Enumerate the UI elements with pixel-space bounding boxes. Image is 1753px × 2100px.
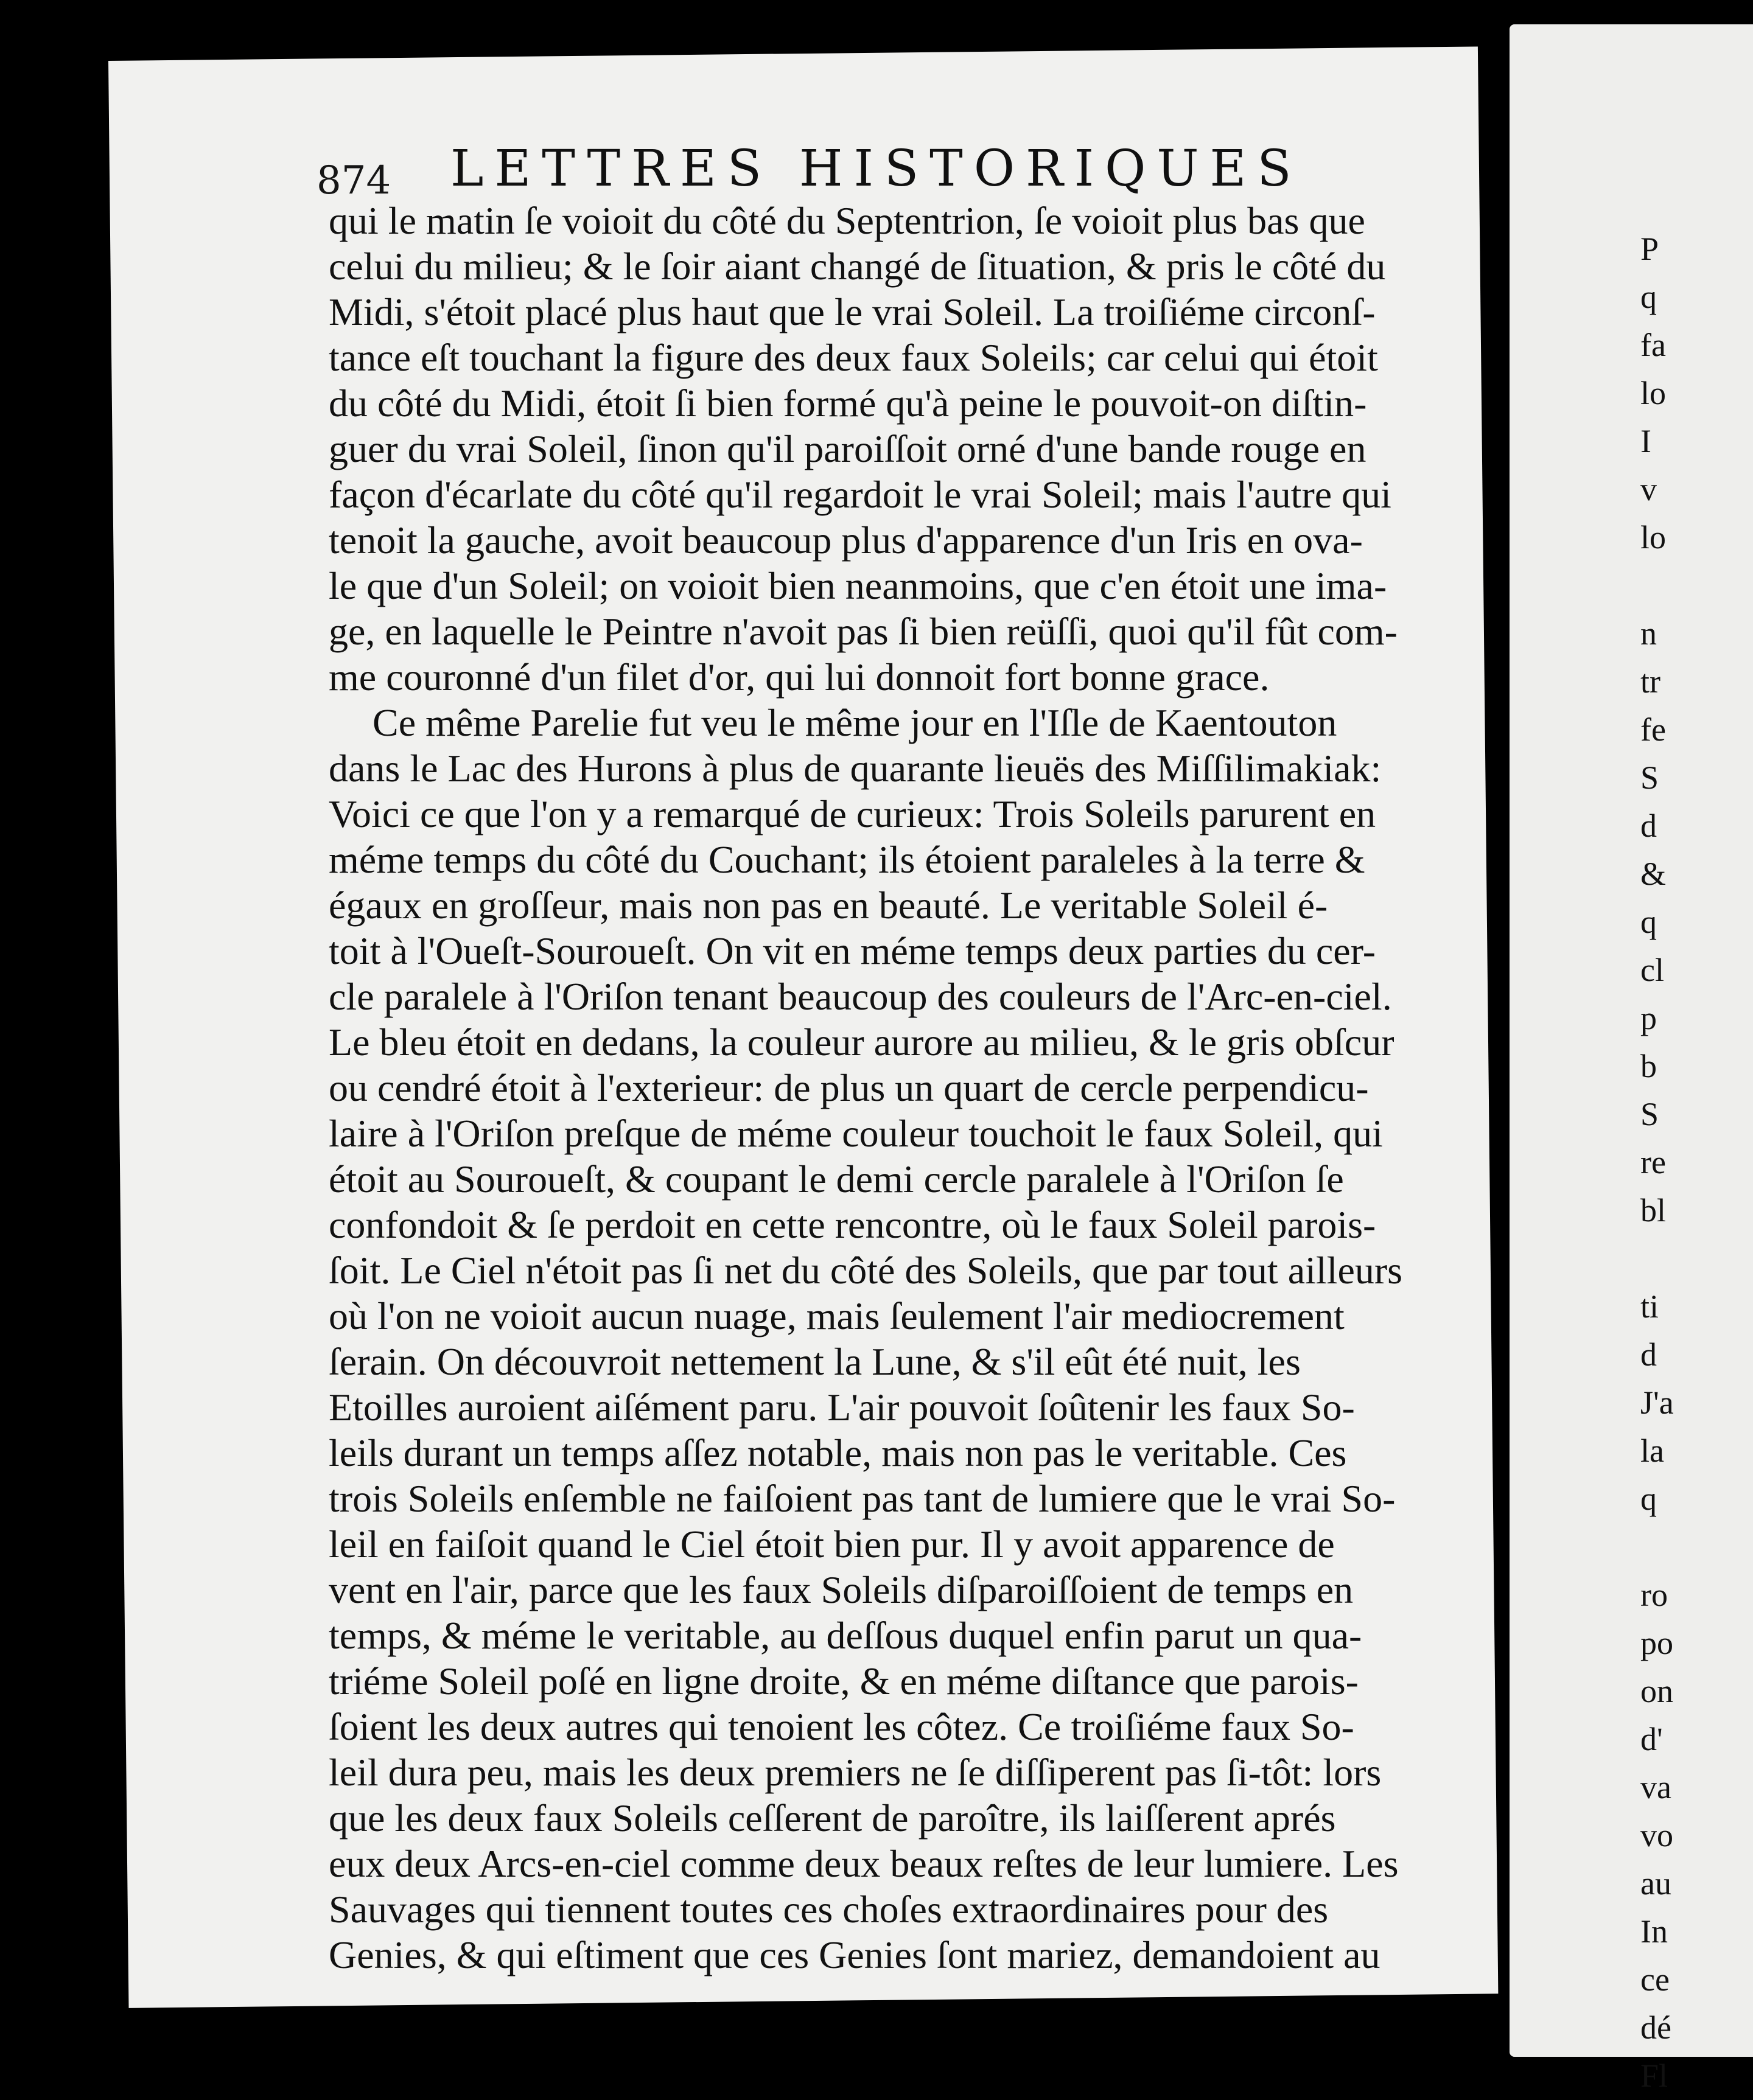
text-line: eux deux Arcs-en-ciel comme deux beaux reſtes de leur lumiere. Les: [329, 1842, 1399, 1885]
facing-page-fragment: fa: [1640, 327, 1666, 363]
text-line: tance eſt touchant la figure des deux faux Soleils; car celui qui étoit: [329, 336, 1378, 379]
text-line: guer du vrai Soleil, ſinon qu'il paroiſſoit orné d'une bande rouge en: [329, 427, 1366, 470]
facing-page-fragment: [1640, 1523, 1660, 1571]
text-line: qui le matin ſe voioit du côté du Septentrion, ſe voioit plus bas que: [329, 199, 1365, 242]
text-line: Sauvages qui tiennent toutes ces choſes extraordinaires pour des: [329, 1888, 1329, 1931]
facing-page-fragment: S: [1640, 1096, 1659, 1132]
text-line: trois Soleils enſemble ne faiſoient pas tant de lumiere que le vrai So-: [329, 1477, 1396, 1520]
facing-page-fragment: on: [1640, 1673, 1673, 1709]
facing-page-fragment: &: [1640, 856, 1667, 892]
text-line: Etoilles auroient aiſément paru. L'air pouvoit ſoûtenir les faux So-: [329, 1386, 1355, 1429]
facing-page-fragment: cl: [1640, 952, 1664, 988]
facing-page-fragment: d: [1640, 808, 1657, 844]
facing-page-fragment: ro: [1640, 1577, 1668, 1613]
text-line: leil dura peu, mais les deux premiers ne ſe diſſiperent pas ſi-tôt: lors: [329, 1751, 1382, 1794]
facing-page-fragment: tr: [1640, 663, 1660, 700]
facing-page-fragment: q: [1640, 904, 1657, 940]
text-line: laire à l'Oriſon preſque de méme couleur touchoit le faux Soleil, qui: [329, 1112, 1383, 1155]
text-line: ſoit. Le Ciel n'étoit pas ſi net du côté des Soleils, que par tout ailleurs: [329, 1249, 1403, 1292]
facing-page-fragment: b: [1640, 1048, 1657, 1084]
text-line: vent en l'air, parce que les faux Soleils diſparoiſſoient de temps en: [329, 1568, 1354, 1611]
facing-page-fragment: po: [1640, 1625, 1673, 1661]
facing-page-fragment: p: [1640, 1000, 1657, 1036]
text-line: Le bleu étoit en dedans, la couleur aurore au milieu, & le gris obſcur: [329, 1020, 1394, 1064]
facing-page-fragment: [1640, 1235, 1660, 1283]
text-line: du côté du Midi, étoit ſi bien formé qu'à peine le pouvoit-on diſtin-: [329, 382, 1367, 425]
facing-page-fragment: re: [1640, 1144, 1666, 1181]
text-line: ou cendré étoit à l'exterieur: de plus un quart de cercle perpendicu-: [329, 1066, 1369, 1109]
text-line: où l'on ne voioit aucun nuage, mais ſeulement l'air mediocrement: [329, 1294, 1345, 1338]
text-line: cle paralele à l'Oriſon tenant beaucoup des couleurs de l'Arc-en-ciel.: [329, 975, 1392, 1018]
facing-page-fragment: fe: [1640, 711, 1666, 748]
text-line: ge, en laquelle le Peintre n'avoit pas ſi bien reüſſi, quoi qu'il fût com-: [329, 610, 1398, 653]
facing-page-fragment: dé: [1640, 2009, 1671, 2046]
facing-page-fragment: J'a: [1640, 1384, 1674, 1421]
facing-page-fragment: lo: [1640, 519, 1667, 556]
facing-page-fragment: va: [1640, 1769, 1671, 1805]
text-line: méme temps du côté du Couchant; ils étoient paraleles à la terre &: [329, 838, 1365, 881]
text-line: leil en faiſoit quand le Ciel étoit bien pur. Il y avoit apparence de: [329, 1523, 1335, 1566]
facing-page-fragment: bl: [1640, 1192, 1667, 1229]
text-line: ſerain. On découvroit nettement la Lune, & s'il eût été nuit, les: [329, 1340, 1301, 1383]
text-line: dans le Lac des Hurons à plus de quarante lieuës des Miſſilimakiak:: [329, 747, 1382, 790]
text-line: étoit au Souroueſt, & coupant le demi cercle paralele à l'Oriſon ſe: [329, 1157, 1344, 1201]
facing-page-text: [1640, 225, 1674, 2100]
facing-page-fragment: lo: [1640, 375, 1667, 411]
facing-page-fragment: [1640, 562, 1660, 610]
running-title: LETTRES HISTORIQUES: [450, 140, 1303, 198]
facing-page-fragment: d': [1640, 1721, 1663, 1757]
facing-page-fragment: P: [1640, 231, 1659, 267]
text-line: me couronné d'un filet d'or, qui lui donnoit fort bonne grace.: [329, 655, 1270, 699]
facing-page-fragment: q: [1640, 1481, 1657, 1517]
facing-page-fragment: v: [1640, 471, 1657, 508]
page-number: 874: [317, 158, 391, 203]
text-line: triéme Soleil poſé en ligne droite, & en méme diſtance que parois-: [329, 1659, 1359, 1703]
facing-page-fragment: Fl: [1640, 2057, 1668, 2094]
text-line: Ce même Parelie fut veu le même jour en l'Iſle de Kaentouton: [373, 701, 1337, 744]
text-line: tenoit la gauche, avoit beaucoup plus d'apparence d'un Iris en ova-: [329, 518, 1363, 562]
text-line: toit à l'Oueſt-Souroueſt. On vit en méme temps deux parties du cer-: [329, 929, 1376, 972]
text-line: Midi, s'étoit placé plus haut que le vrai Soleil. La troiſiéme circonſ-: [329, 290, 1376, 333]
text-line: Genies, & qui eſtiment que ces Genies ſont mariez, demandoient au: [329, 1933, 1380, 1976]
facing-page-fragment: S: [1640, 759, 1659, 796]
facing-page-fragment: ce: [1640, 1961, 1670, 1998]
text-line: leils durant un temps aſſez notable, mais non pas le veritable. Ces: [329, 1431, 1347, 1474]
text-line: façon d'écarlate du côté qu'il regardoit le vrai Soleil; mais l'autre qui: [329, 473, 1391, 516]
facing-page-fragment: In: [1640, 1913, 1668, 1950]
facing-page-fragment: d: [1640, 1336, 1657, 1373]
text-line: ſoient les deux autres qui tenoient les côtez. Ce troiſiéme faux So-: [329, 1705, 1354, 1748]
text-line: celui du milieu; & le ſoir aiant changé de ſituation, & pris le côté du: [329, 245, 1386, 288]
facing-page-fragment: la: [1640, 1432, 1664, 1469]
facing-page-fragment: ti: [1640, 1288, 1659, 1325]
page-header: [317, 134, 1321, 207]
facing-page-fragment: n: [1640, 615, 1657, 652]
text-line: que les deux faux Soleils ceſſerent de paroître, ils laiſſerent aprés: [329, 1796, 1336, 1840]
facing-page-edge: [1510, 24, 1753, 2057]
facing-page-fragment: au: [1640, 1865, 1671, 1902]
facing-page-fragment: q: [1640, 279, 1657, 315]
facing-page-fragment: vo: [1640, 1817, 1673, 1854]
facing-page-fragment: I: [1640, 423, 1651, 459]
text-line: temps, & méme le veritable, au deſſous duquel enfin parut un qua-: [329, 1614, 1362, 1657]
text-line: égaux en groſſeur, mais non pas en beauté. Le veritable Soleil é-: [329, 884, 1328, 927]
text-line: le que d'un Soleil; on voioit bien neanmoins, que c'en étoit une ima-: [329, 564, 1387, 607]
body-text: [329, 198, 1443, 1978]
text-line: confondoit & ſe perdoit en cette rencontre, où le faux Soleil parois-: [329, 1203, 1376, 1246]
text-line: Voici ce que l'on y a remarqué de curieux: Trois Soleils parurent en: [329, 792, 1376, 835]
